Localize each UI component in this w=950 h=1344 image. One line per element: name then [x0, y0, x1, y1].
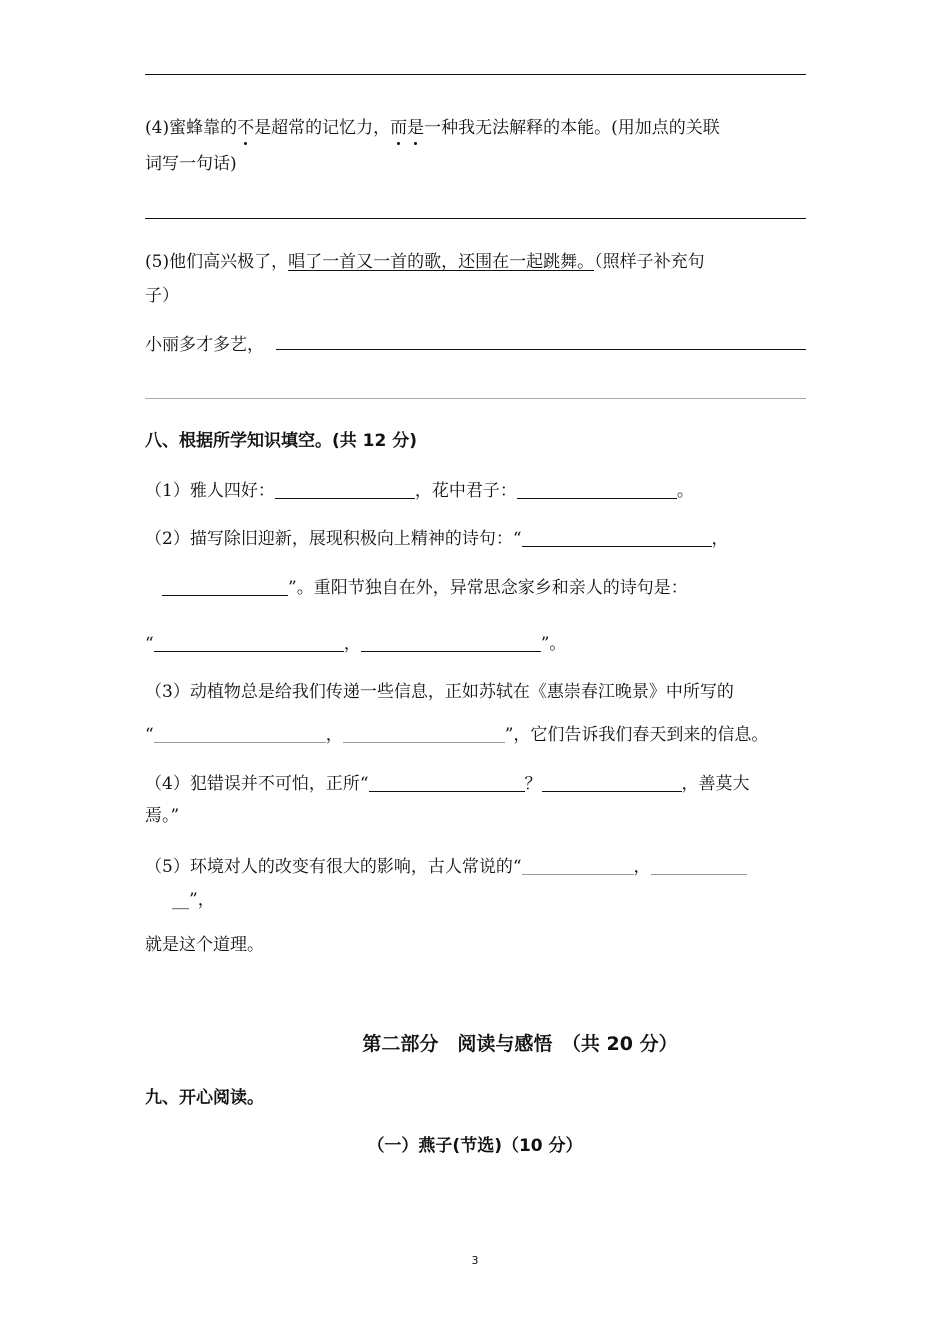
q5-answer-line-2[interactable]	[145, 398, 806, 399]
blank[interactable]	[154, 724, 326, 743]
section8-item4-line1: （4）犯错误并不可怕，正所“ ？ ，善莫大	[145, 774, 750, 794]
section9-heading: 九、开心阅读。	[145, 1088, 264, 1108]
answer-line	[145, 74, 806, 75]
section8-item5-line1: （5）环境对人的改变有很大的影响，古人常说的“ ，	[145, 856, 747, 878]
section8-item1: （1）雅人四好： ，花中君子： 。	[145, 481, 694, 501]
q4-line2: 词写一句话)	[145, 154, 237, 174]
section8-item3-line1: （3）动植物总是给我们传递一些信息，正如苏轼在《惠崇春江晚景》中所写的	[145, 682, 734, 702]
section8-item2-line1: （2）描写除旧迎新，展现积极向上精神的诗句：“ ，	[145, 529, 729, 549]
q5-answer-line[interactable]	[276, 349, 806, 350]
page-number: 3	[471, 1254, 479, 1267]
q5-line1: (5)他们高兴极了，唱了一首又一首的歌，还围在一起跳舞。（照样子补充句	[145, 252, 705, 272]
blank[interactable]	[542, 773, 682, 792]
section8-item2-line3: “ ， ”。	[145, 634, 567, 654]
blank[interactable]	[343, 724, 505, 743]
part2-title: 第二部分 阅读与感悟 （共 20 分）	[362, 1033, 678, 1055]
blank[interactable]	[369, 773, 525, 792]
blank[interactable]	[361, 633, 541, 652]
q5-line2: 子）	[145, 286, 179, 306]
section8-item4-line2: 焉。”	[145, 806, 180, 826]
section8-item5-line2: __”，	[172, 890, 215, 910]
blank[interactable]	[162, 577, 288, 596]
section8-heading: 八、根据所学知识填空。(共 12 分)	[145, 431, 418, 451]
blank[interactable]	[154, 633, 344, 652]
section9-sub1-title: （一）燕子(节选)（10 分）	[367, 1136, 583, 1156]
q4-answer-line[interactable]	[145, 218, 806, 219]
section8-item5-line3: 就是这个道理。	[145, 935, 264, 955]
blank[interactable]	[275, 480, 415, 499]
blank[interactable]	[517, 480, 677, 499]
blank[interactable]	[522, 528, 712, 547]
q4-line1: (4)蜜蜂靠的不是超常的记忆力，而是一种我无法解释的本能。(用加点的关联	[145, 118, 720, 138]
section8-item3-line2: “ ， ”，它们告诉我们春天到来的信息。	[145, 725, 769, 745]
section8-item2-line2: ”。重阳节独自在外，异常思念家乡和亲人的诗句是：	[162, 577, 688, 599]
blank[interactable]	[651, 856, 747, 875]
blank[interactable]	[522, 856, 634, 875]
q5-prompt: 小丽多才多艺，	[145, 335, 264, 355]
